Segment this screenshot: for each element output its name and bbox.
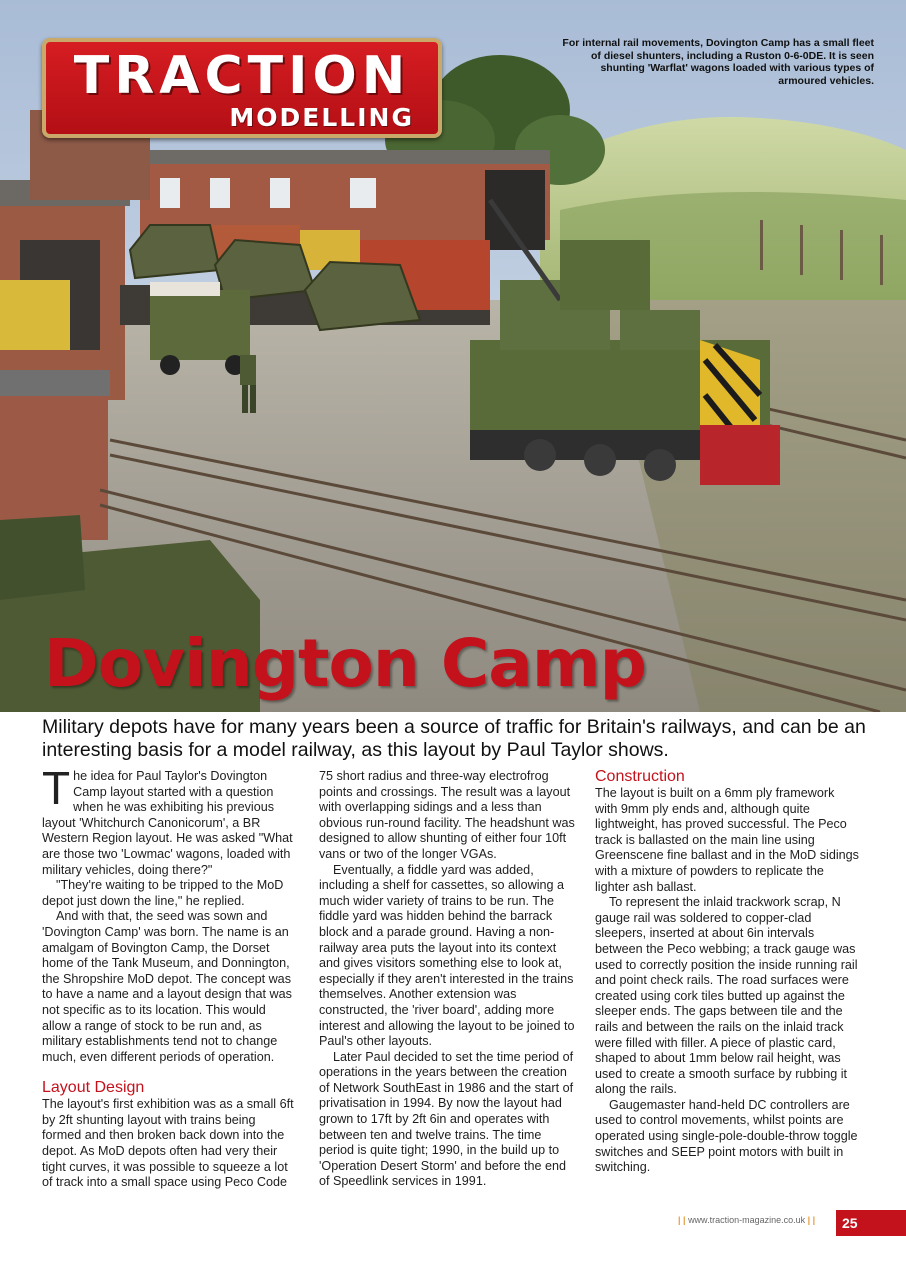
paragraph: "They're waiting to be tripped to the MoD depot just down the line," he replied. bbox=[42, 878, 284, 908]
text-column-2 bbox=[319, 769, 577, 1190]
paragraph: Eventually, a fiddle yard was added, including a shelf for cassettes, so allowing a much wider variety of trains to be run. The fiddle yard was hidden behind the barrack block and a parade ground. Having a non-railway area puts the layout into its context and gives visitors something else to look at, especially if they aren't interested in the trains themselves. Another extension was constructed, the 'river board', adding more interest and allowing the layout to be joined to Paul's other layouts. bbox=[319, 862, 575, 1049]
text-column-3 bbox=[595, 769, 859, 1176]
paragraph: Gaugemaster hand-held DC controllers are used to control movements, whilst points are operated using single-pole-double-throw toggle switches and SEEP point motors with built in switching. bbox=[595, 1097, 858, 1175]
paragraph: The layout is built on a 6mm ply framework with 9mm ply ends and, although quite lightweight, has proved successful. The Peco track is ballasted on the main line using Greenscene fine ballast and in the MoD sidings with a mixture of powders to replicate the lighter ash ballast. bbox=[595, 786, 859, 894]
paragraph-text: he idea for Paul Taylor's Dovington Camp layout started with a question when he was exhibiting his previous layout 'Whitchurch Canonicorum', a BR Western Region layout. He was asked "What are those two 'Lowmac' wagons, loaded with military vehicles, doing there?" bbox=[42, 769, 293, 877]
drop-cap: T bbox=[42, 762, 71, 814]
paragraph: The layout's first exhibition was as a small 6ft by 2ft shunting layout with trains being formed and then broken back down into the depot. As MoD depots often had very their tight curves, it was possible to squeeze a lot of track into a small space using Peco Code bbox=[42, 1097, 294, 1190]
logo-modelling-text: MODELLING bbox=[229, 103, 414, 132]
footer-url-link[interactable]: www.traction-magazine.co.uk bbox=[688, 1215, 806, 1225]
footer-bars-right: | | bbox=[807, 1215, 816, 1225]
paragraph bbox=[42, 762, 297, 878]
logo-traction-text: TRACTION bbox=[73, 46, 411, 106]
footer-bars-left: | | bbox=[678, 1215, 686, 1225]
article-title: Dovington Camp bbox=[44, 625, 646, 702]
page-number: 25 bbox=[836, 1210, 906, 1236]
magazine-logo bbox=[42, 38, 442, 138]
photo-caption: For internal rail movements, Dovington Camp has a small fleet of diesel shunters, including a Ruston 0-6-0DE. It is seen shunting 'Warflat' wagons loaded with various types of armoured vehicles. bbox=[562, 37, 874, 87]
paragraph: 75 short radius and three-way electrofrog points and crossings. The result was a layout with overlapping sidings and a less than obvious run-round facility. The headshunt was designed to allow shunting of either four 10ft vans or two of the longer VGAs. bbox=[319, 769, 575, 861]
paragraph: And with that, the seed was sown and 'Dovington Camp' was born. The name is an amalgam of Bovington Camp, the Dorset home of the Tank Museum, and Donnington, the Shropshire MoD depot. The concept was to have a name and a layout design that was not specific as to its location. This would allow a range of stock to be run and, as military establishments tend not to change much, even different periods of operation. bbox=[42, 909, 292, 1064]
standfirst: Military depots have for many years been a source of traffic for Britain's railways, and can be an interesting basis for a model railway, as this layout by Paul Taylor shows. bbox=[42, 716, 866, 761]
paragraph: To represent the inlaid trackwork scrap, N gauge rail was soldered to copper-clad sleepers, inserted at about 6in intervals between the Peco webbing; a track gauge was used to correctly position the inside running rail and point check rails. The road surfaces were created using cork tiles butted up against the sleeper ends. The gaps between tile and the rails and between the rails on the inlaid track were filled with filler. A piece of plastic card, shaped to about 1mm below rail height, was used to create a smooth surface by rubbing it along the rails. bbox=[595, 895, 858, 1097]
footer-website bbox=[678, 1215, 815, 1225]
section-heading-construction: Construction bbox=[595, 768, 685, 785]
paragraph: Later Paul decided to set the time period of operations in the years between the creation of Network SouthEast in 1986 and the start of privatisation in 1994. By now the layout had grown to 17ft by 2ft 6in and operates with between ten and twelve trains. The time period is quite tight; 1990, in the build up to 'Operation Desert Storm' and before the end of Speedlink services in 1991. bbox=[319, 1049, 574, 1189]
text-column-1 bbox=[42, 762, 297, 1191]
section-heading-layout-design: Layout Design bbox=[42, 1079, 145, 1097]
